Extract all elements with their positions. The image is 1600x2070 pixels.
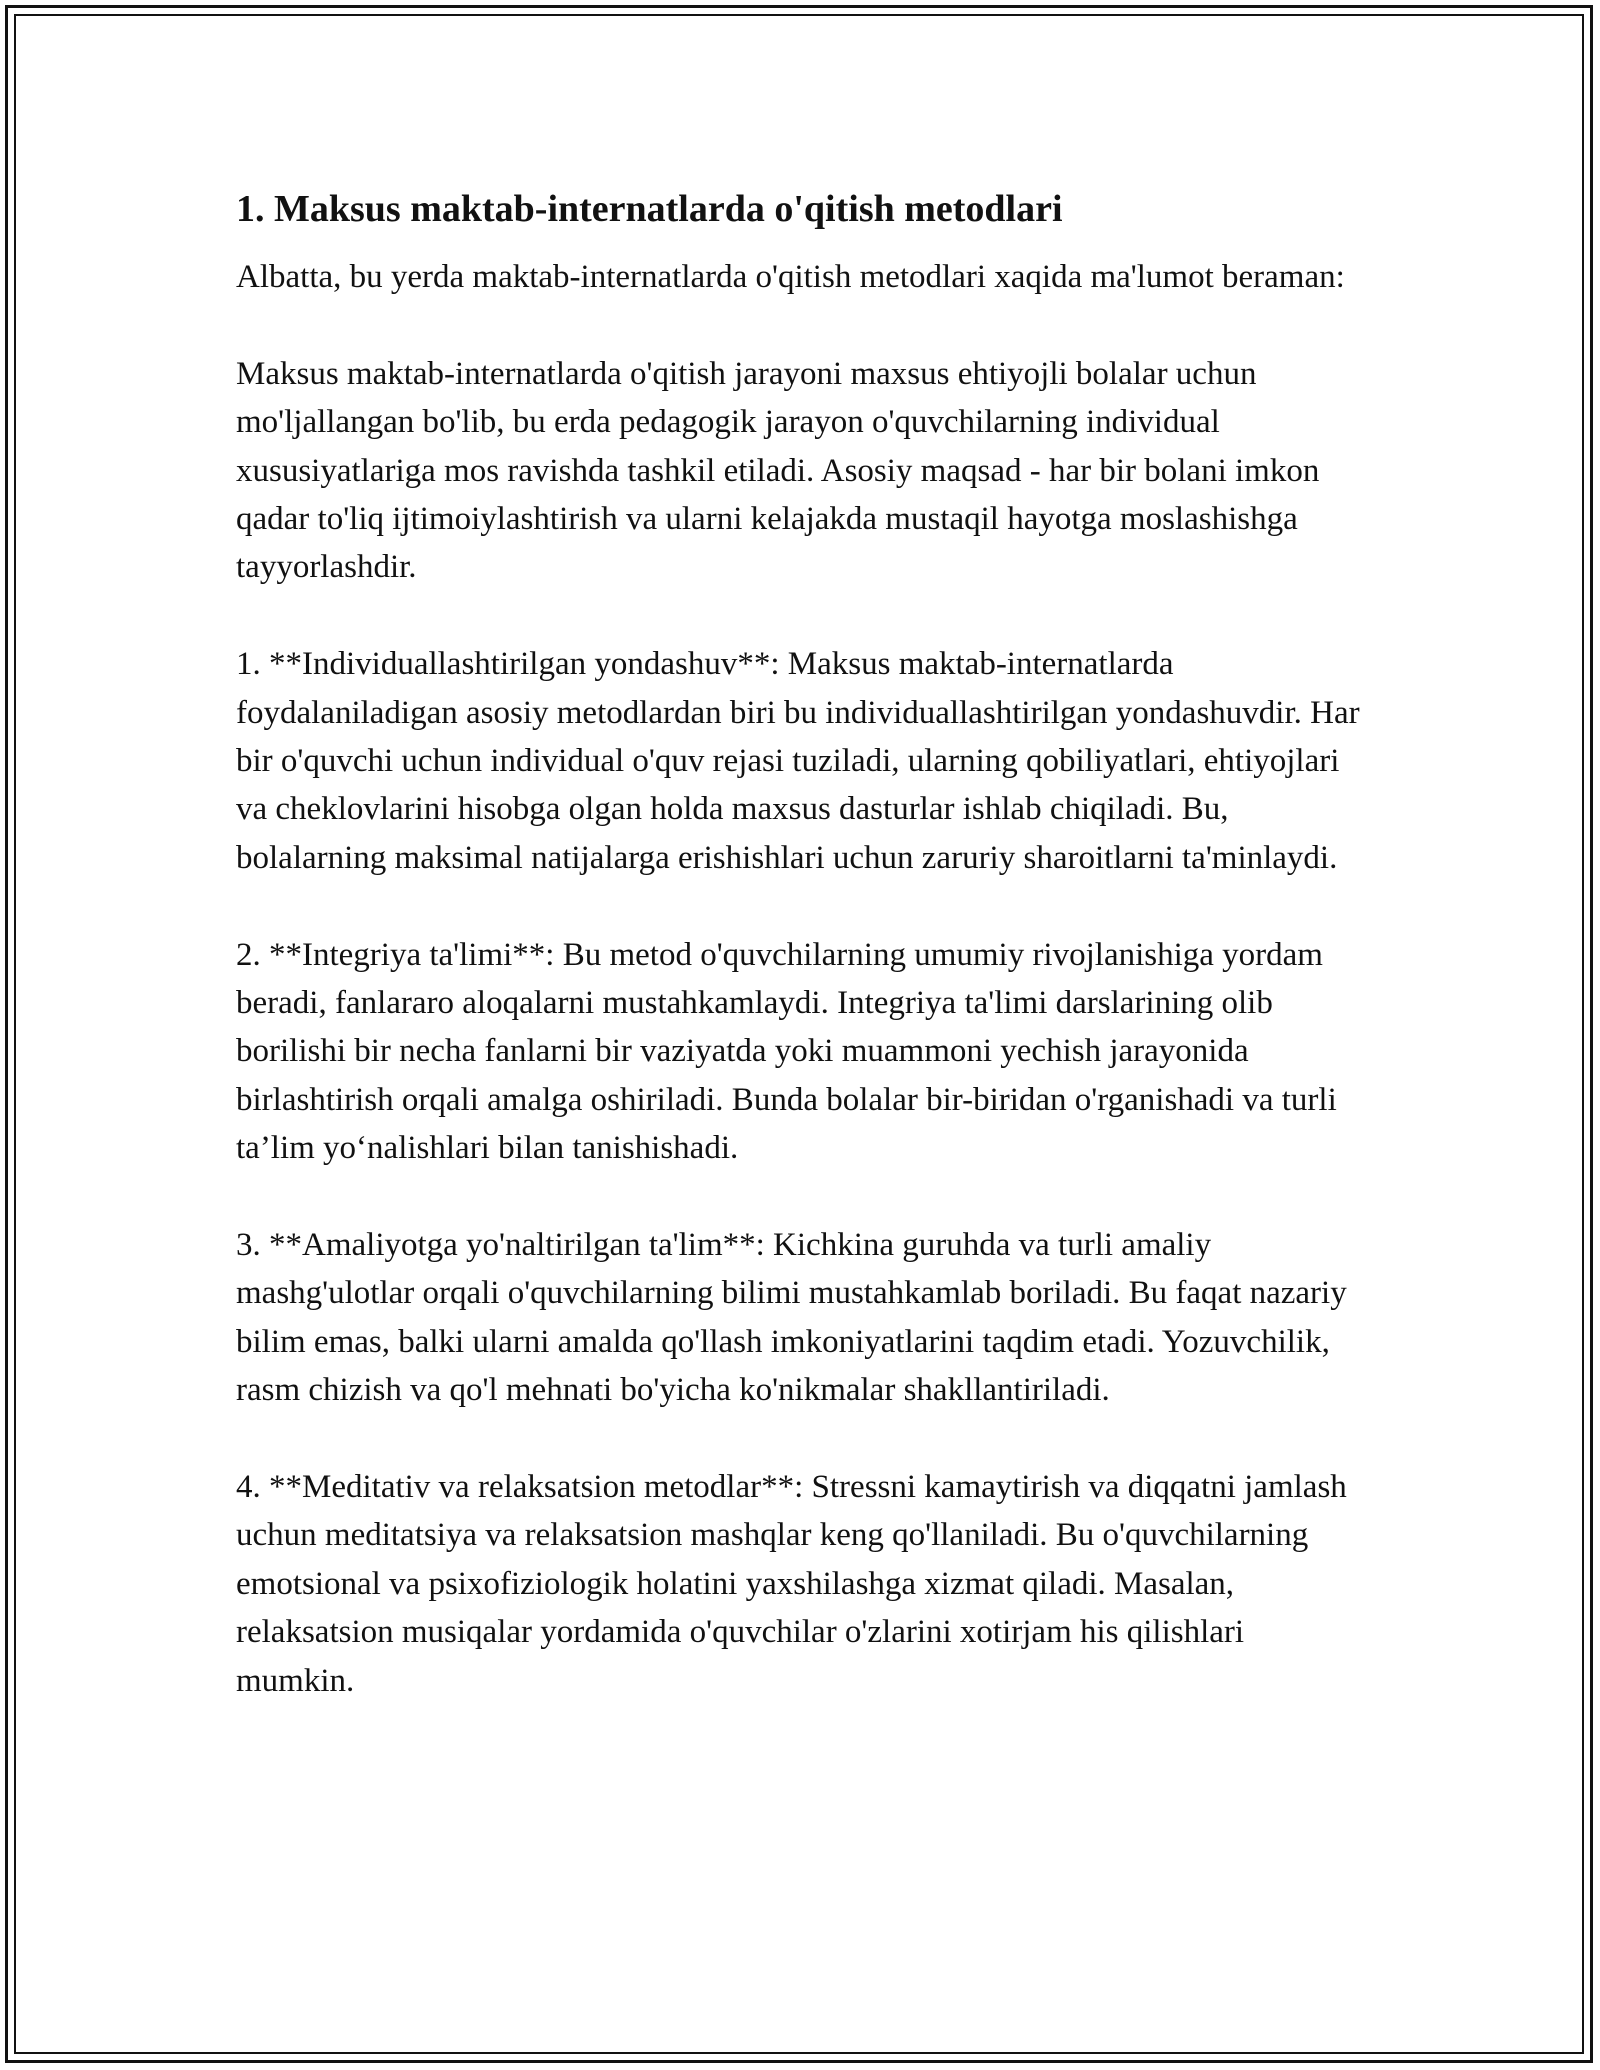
list-item-integrated-learning: 2. **Integriya ta'limi**: Bu metod o'quvchilarning umumiy rivojlanishiga yordam beradi, fanlararo aloqalarni mustahkamlaydi. Integriya ta'limi darslarining olib borilishi bir necha fanlarni bir vaziyatda yoki muammoni yechish jarayonida birlashtirish orqali amalga oshiriladi. Bunda bolalar bir-biridan o'rganishadi va turli ta’lim yo‘nalishlari bilan tanishishadi. — [236, 936, 1337, 1167]
overview-paragraph: Maksus maktab-internatlarda o'qitish jarayoni maxsus ehtiyojli bolalar uchun mo'ljallangan bo'lib, bu erda pedagogik jarayon o'quvchilarning individual xususiyatlariga mos ravishda tashkil etiladi. Asosiy maqsad - har bir bolani imkon qadar to'liq ijtimoiylashtirish va ularni kelajakda mustaqil hayotga moslashishga tayyorlashdir. — [236, 355, 1320, 586]
list-item-practice-oriented: 3. **Amaliyotga yo'naltirilgan ta'lim**: Kichkina guruhda va turli amaliy mashg'ulotlar orqali o'quvchilarning bilimi mustahkamlab boriladi. Bu faqat nazariy bilim emas, balki ularni amalda qo'llash imkoniyatlarini taqdim etadi. Yozuvchilik, rasm chizish va qo'l mehnati bo'yicha ko'nikmalar shakllantiriladi. — [236, 1227, 1347, 1409]
intro-paragraph: Albatta, bu yerda maktab-internatlarda o'qitish metodlari xaqida ma'lumot beraman: — [236, 259, 1345, 295]
list-item-individual-approach: 1. **Individuallashtirilgan yondashuv**: Maksus maktab-internatlarda foydalaniladigan asosiy metodlardan biri bu individuallashtirilgan yondashuvdir. Har bir o'quvchi uchun individual o'quv rejasi tuziladi, ularning qobiliyatlari, ehtiyojlari va cheklovlarini hisobga olgan holda maxsus dasturlar ishlab chiqiladi. Bu, bolalarning maksimal natijalarga erishishlari uchun zaruriy sharoitlarni ta'minlaydi. — [236, 646, 1360, 876]
page-title: 1. Maksus maktab-internatlarda o'qitish metodlari — [236, 188, 1063, 230]
document-page — [236, 185, 1366, 1754]
list-item-meditative-methods: 4. **Meditativ va relaksatsion metodlar**: Stressni kamaytirish va diqqatni jamlash uchun meditatsiya va relaksatsion mashqlar keng qo'llaniladi. Bu o'quvchilarning emotsional va psixofiziologik holatini yaxshilashga xizmat qiladi. Masalan, relaksatsion musiqalar yordamida o'quvchilar o'zlarini xotirjam his qilishlari mumkin. — [236, 1469, 1347, 1699]
